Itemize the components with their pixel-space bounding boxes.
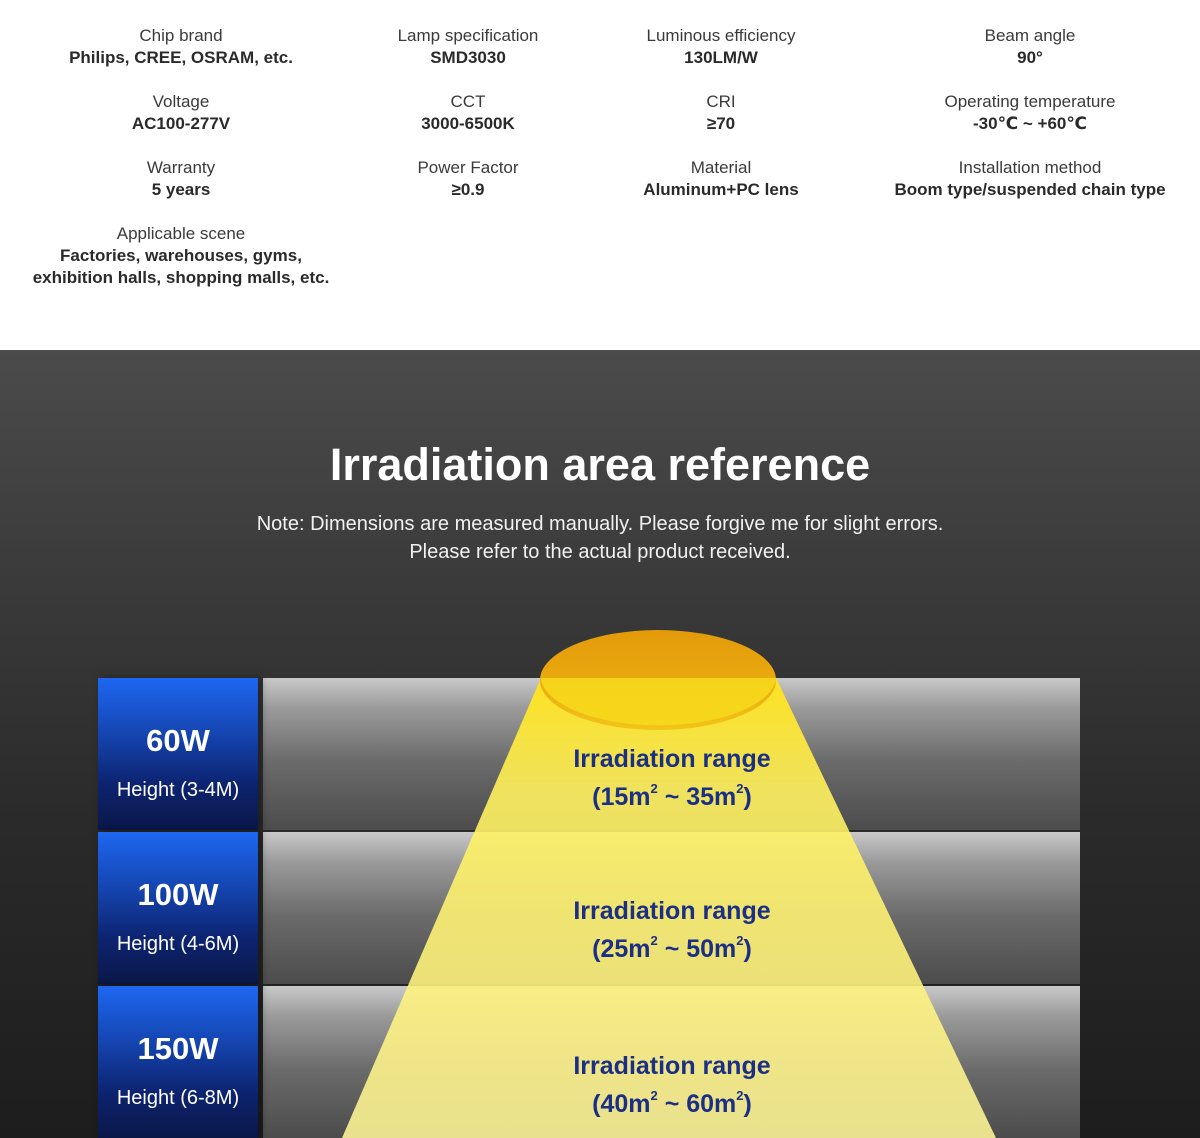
range-value: ($15m^2$ ~ $35m^2$) [592,780,752,811]
spec-value-line1: Factories, warehouses, gyms, [60,246,302,265]
spec-label: Chip brand [139,26,223,45]
spec-installation-method [850,157,1200,201]
spec-label: Luminous efficiency [646,26,796,45]
range-label: Irradiation range [573,745,771,773]
spec-value: -30℃ ~ +60℃ [973,114,1087,133]
spec-value: 3000-6500K [421,114,515,133]
spec-material [541,157,901,201]
spec-value: 130LM/W [684,48,758,67]
spec-value: ≥0.9 [451,180,485,199]
spec-section [0,0,1200,350]
range-label: Irradiation range [573,1052,771,1080]
spec-label: Warranty [146,158,216,177]
spec-label: CCT [450,92,486,111]
spec-label: Operating temperature [944,92,1116,111]
irradiation-section [0,350,1200,1138]
section-title: Irradiation area reference [329,439,871,490]
irradiation-range-100w [522,892,822,968]
wattage-box-150w [98,986,258,1138]
spec-applicable-scene [0,223,381,289]
irradiation-range-150w [522,1047,822,1123]
range-value: ($40m^2$ ~ $60m^2$) [592,1087,752,1118]
range-value: ($25m^2$ ~ $50m^2$) [592,932,752,963]
spec-label: Power Factor [417,158,519,177]
height-label: Height (6-8M) [116,1087,240,1109]
spec-value: ≥70 [706,114,736,133]
spec-label: CRI [706,92,736,111]
spec-label: Beam angle [984,26,1076,45]
spec-label: Lamp specification [397,26,539,45]
wattage-label: 100W [137,877,219,912]
spec-value: Aluminum+PC lens [643,180,799,199]
spec-value-line2: exhibition halls, shopping malls, etc. [32,268,330,287]
note-line-1: Note: Dimensions are measured manually. Please forgive me for slight errors. [256,513,944,535]
note-line-2: Please refer to the actual product received. [409,541,791,563]
spec-luminous-efficiency [541,25,901,69]
wattage-box-60w [98,678,258,830]
wattage-label: 60W [146,723,210,758]
spec-value: AC100-277V [131,114,231,133]
spec-label: Material [690,158,752,177]
spec-beam-angle [850,25,1200,69]
spec-value: Philips, CREE, OSRAM, etc. [69,48,293,67]
spec-value: Boom type/suspended chain type [894,180,1166,199]
range-label: Irradiation range [573,897,771,925]
spec-operating-temperature [850,91,1200,135]
spec-label: Installation method [958,158,1102,177]
spec-label: Voltage [152,92,210,111]
height-label: Height (3-4M) [116,779,240,801]
irradiation-range-60w [522,740,822,816]
wattage-box-100w [98,832,258,984]
spec-cri [541,91,901,135]
spec-value: 5 years [151,180,211,199]
height-label: Height (4-6M) [116,933,240,955]
spec-label: Applicable scene [116,224,246,243]
spec-value: SMD3030 [430,48,506,67]
spec-value: 90° [1017,48,1043,67]
wattage-label: 150W [137,1031,219,1066]
